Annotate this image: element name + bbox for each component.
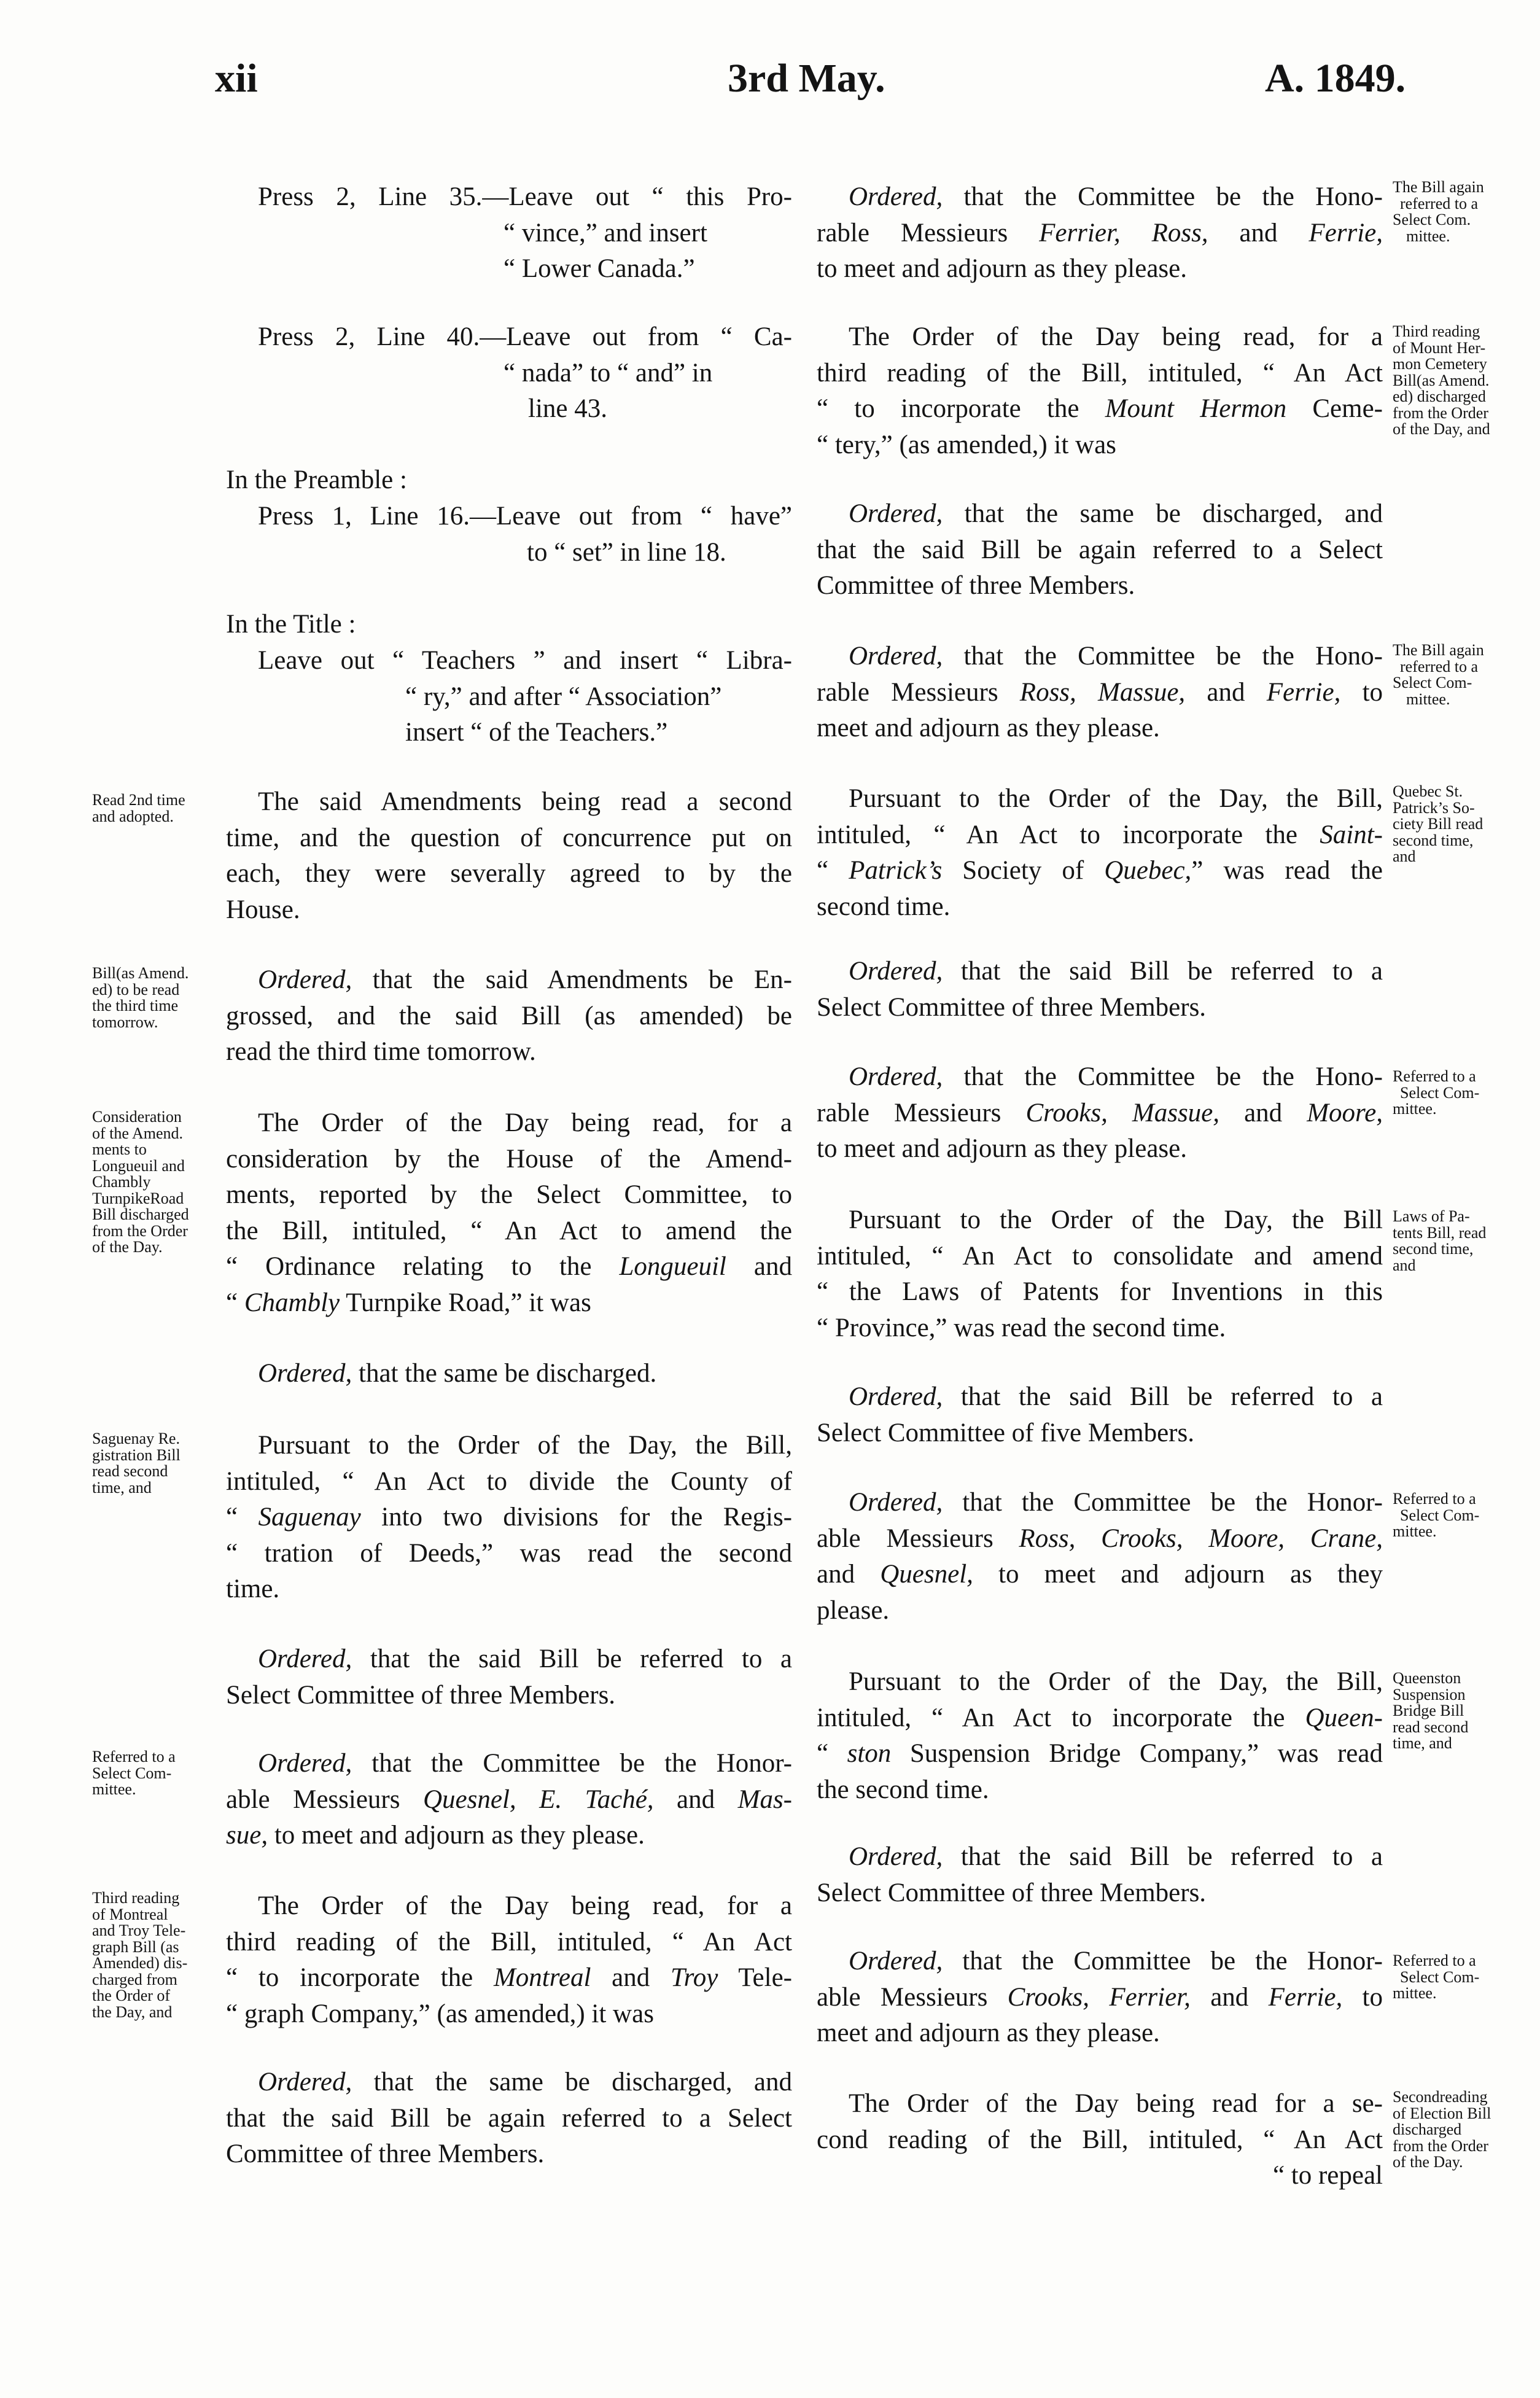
paragraph-queenston-referred: Ordered, that the said Bill be referred to a Select Committee of three Members. xyxy=(817,1842,1383,1907)
paragraph-committee-crooks-ferrier: Ordered, that the Committee be the Honor- able Messieurs Crooks, Ferrier, and Ferrie, to meet and adjourn as they please. xyxy=(817,1947,1383,2047)
margin-note-referred-ross: Referred to a Select Com- mittee. xyxy=(1393,1490,1480,1540)
margin-note-bill-again-referred: The Bill again referred to a Select Com. mittee. xyxy=(1393,178,1484,245)
amendment-title: Leave out “ Teachers ” and insert “ Libra- “ ry,” and after “ Association” insert “ of the Teachers.” xyxy=(258,646,792,747)
amendment-press2-line40: Press 2, Line 40.—Leave out from “ Ca- “ nada” to “ and” in line 43. xyxy=(258,322,792,423)
margin-note-read-second-time: Read 2nd time and adopted. xyxy=(92,791,185,825)
preamble-heading: In the Preamble : xyxy=(226,465,407,494)
paragraph-montreal-troy: The Order of the Day being read, for a third reading of the Bill, intituled, “ An Act “ to incorporate the Montreal and Troy Tele- “ graph Company,” (as amended,) it was xyxy=(226,1891,792,2028)
paragraph-montreal-troy-referred: Ordered, that the same be discharged, and that the said Bill be again referred to a Select Committee of three Members. xyxy=(226,2068,792,2168)
paragraph-committee-crooks-massue: Ordered, that the Committee be the Hono- rable Messieurs Crooks, Massue, and Moore, to meet and adjourn as they please. xyxy=(817,1062,1383,1163)
running-head-date: 3rd May. xyxy=(728,56,885,101)
margin-note-saint-patricks: Quebec St. Patrick’s So- ciety Bill read second time, and xyxy=(1393,782,1484,865)
margin-note-montreal-troy: Third reading of Montreal and Troy Tele- graph Bill (as Amended) dis- charged from the Order of the Day, and xyxy=(92,1889,188,2021)
margin-note-mount-hermon: Third reading of Mount Her- mon Cemetery Bill(as Amend. ed) discharged from the Order of the Day, and xyxy=(1393,322,1490,438)
amendment-press1-line16: Press 1, Line 16.—Leave out from “ have” to “ set” in line 18. xyxy=(258,502,792,567)
paragraph-mount-hermon: The Order of the Day being read, for a third reading of the Bill, intituled, “ An Act “ to incorporate the Mount Hermon Ceme- “ tery,” (as amended,) it was xyxy=(817,322,1383,459)
paragraph-saguenay-referred: Ordered, that the said Bill be referred to a Select Committee of three Members. xyxy=(226,1645,792,1710)
paragraph-mount-hermon-referred: Ordered, that the same be discharged, and that the said Bill be again referred to a Select Committee of three Members. xyxy=(817,499,1383,600)
margin-note-referred-crooks: Referred to a Select Com- mittee. xyxy=(1393,1067,1480,1118)
paragraph-election-bill: The Order of the Day being read for a se- cond reading of the Bill, intituled, “ An Act “ to repeal xyxy=(817,2089,1383,2190)
paragraph-saint-patricks-referred: Ordered, that the said Bill be referred to a Select Committee of three Members. xyxy=(817,957,1383,1022)
paragraph-committee-ferrier: Ordered, that the Committee be the Hono- rable Messieurs Ferrier, Ross, and Ferrie, to meet and adjourn as they please. xyxy=(817,182,1383,283)
paragraph-patents-referred: Ordered, that the said Bill be referred to a Select Committee of five Members. xyxy=(817,1382,1383,1447)
paragraph-committee-ross-crooks: Ordered, that the Committee be the Honor- able Messieurs Ross, Crooks, Moore, Crane, and Quesnel, to meet and adjourn as they please. xyxy=(817,1488,1383,1625)
paragraph-longueuil-chambly: The Order of the Day being read, for a consideration by the House of the Amend- ments, reported by the Select Committee, to the Bill, intituled, “ An Act to amend the “ Ordinance relating to the Longueuil and “ Chambly Turnpike Road,” it was xyxy=(226,1108,792,1317)
margin-note-queenston: Queenston Suspension Bridge Bill read second time, and xyxy=(1393,1669,1469,1752)
title-heading: In the Title : xyxy=(226,610,356,639)
paragraph-saguenay-committee: Ordered, that the Committee be the Honor- able Messieurs Quesnel, E. Taché, and Mas- sue, to meet and adjourn as they please. xyxy=(226,1749,792,1850)
running-head-year: A. 1849. xyxy=(1265,56,1406,101)
margin-note-referred-crooks-ferrier: Referred to a Select Com- mittee. xyxy=(1393,1952,1480,2002)
margin-note-turnpike-bill: Consideration of the Amend. ments to Longueuil and Chambly TurnpikeRoad Bill discharged from the Order of the Day. xyxy=(92,1108,189,1256)
margin-note-saguenay: Saguenay Re. gistration Bill read second time, and xyxy=(92,1430,181,1497)
amendment-press2-line35: Press 2, Line 35.—Leave out “ this Pro- “ vince,” and insert “ Lower Canada.” xyxy=(258,182,792,283)
paragraph-patents: Pursuant to the Order of the Day, the Bill intituled, “ An Act to consolidate and amend “ the Laws of Patents for Inventions in this “ Province,” was read the second time. xyxy=(817,1205,1383,1342)
paragraph-discharged: Ordered, that the same be discharged. xyxy=(258,1359,657,1388)
paragraph-queenston-bridge: Pursuant to the Order of the Day, the Bill, intituled, “ An Act to incorporate the Queen- “ ston Suspension Bridge Company,” was read the second time. xyxy=(817,1667,1383,1804)
margin-note-referred-select-committee: Referred to a Select Com- mittee. xyxy=(92,1748,176,1798)
margin-note-election-bill: Secondreading of Election Bill discharged from the Order of the Day. xyxy=(1393,2088,1491,2171)
paragraph-committee-ross-massue: Ordered, that the Committee be the Hono- rable Messieurs Ross, Massue, and Ferrie, to meet and adjourn as they please. xyxy=(817,642,1383,742)
paragraph-amendments-adopted: The said Amendments being read a second time, and the question of concurrence put on each, they were severally agreed to by the House. xyxy=(226,787,792,924)
paragraph-saguenay-bill: Pursuant to the Order of the Day, the Bill, intituled, “ An Act to divide the County of “ Saguenay into two divisions for the Regis- “ tration of Deeds,” was read the second time. xyxy=(226,1431,792,1603)
margin-note-bill-again-referred-2: The Bill again referred to a Select Com- mittee. xyxy=(1393,641,1484,708)
margin-note-patents: Laws of Pa- tents Bill, read second time, and xyxy=(1393,1207,1487,1274)
page-number: xii xyxy=(215,56,258,101)
margin-note-third-time-tomorrow: Bill(as Amend. ed) to be read the third time tomorrow. xyxy=(92,964,189,1031)
paragraph-bill-engrossed: Ordered, that the said Amendments be En- grossed, and the said Bill (as amended) be read the third time tomorrow. xyxy=(226,965,792,1066)
paragraph-saint-patricks: Pursuant to the Order of the Day, the Bill, intituled, “ An Act to incorporate the Saint- “ Patrick’s Society of Quebec,” was read the second time. xyxy=(817,784,1383,921)
